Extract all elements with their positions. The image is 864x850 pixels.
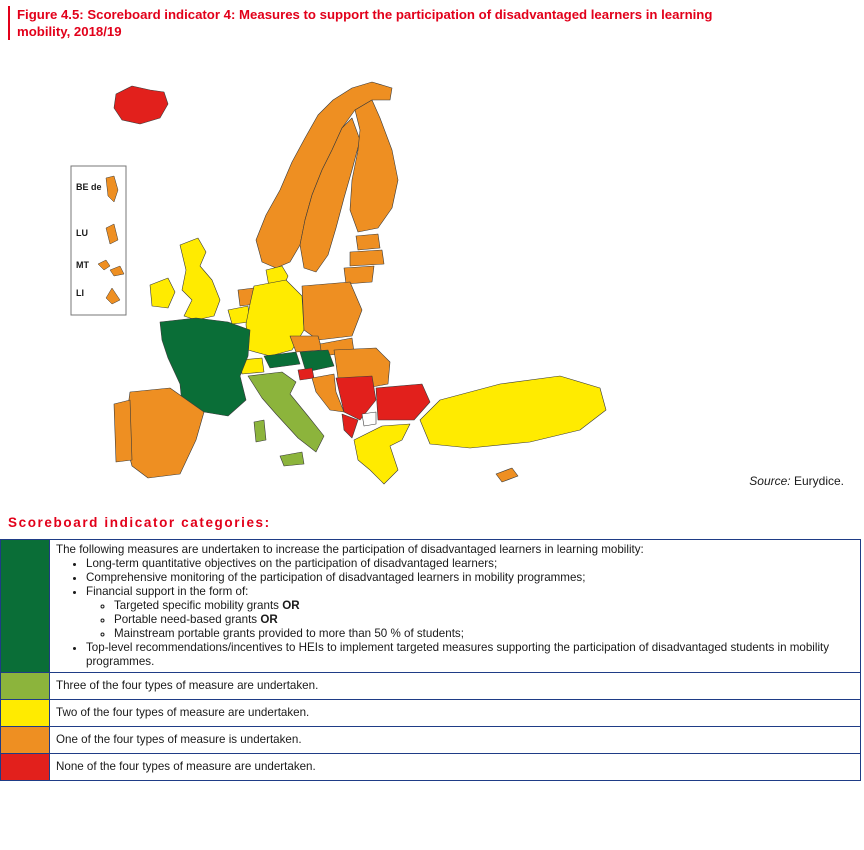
map-region-iceland [114,86,168,124]
map-region-turkey [420,376,606,448]
inset-box [71,166,126,315]
map-region-lithuania [344,266,374,284]
map-region-finland [350,100,398,232]
legend-row-cat3 [1,700,861,727]
legend-swatch-cat4 [1,727,50,754]
map-region-north-macedonia [362,412,376,426]
legend-swatch-cat5 [1,754,50,781]
legend-swatch-cat2 [1,673,50,700]
legend-row-cat5 [1,754,861,781]
legend-cat1-bullet: • Long-term quantitative objectives on the participation of disadvantaged learners; [86,557,852,571]
legend-table [0,539,861,781]
legend-cat1-bullet: • Comprehensive monitoring of the participation of disadvantaged learners in mobility programmes; [86,571,852,585]
map-region-portugal [114,400,132,462]
map-region-bulgaria [376,384,430,420]
map-region-latvia [350,250,384,266]
legend-cat1-subitem-text: Portable need-based grants [114,613,258,626]
legend-swatch-cat1 [1,540,50,673]
legend-cat1-list [56,557,852,669]
inset-label-be-de: BE de [76,182,102,192]
map-region-slovenia [298,368,314,380]
inset-label-li: LI [76,288,84,298]
source-value: Eurydice. [793,474,844,488]
map-region-uk [180,238,220,320]
legend-text-cat3: Two of the four types of measure are undertaken. [50,700,861,727]
legend-cat1-subitem-or: OR [282,599,300,612]
map-region-poland [302,282,362,340]
inset-label-lu: LU [76,228,88,238]
map-region-greece [354,424,410,484]
legend-cat1-subitem [114,599,852,613]
europe-map [0,70,864,500]
map-region-czechia [290,336,322,352]
legend-cat1-bullet: • Top-level recommendations/incentives to HEIs to implement targeted measures supporting the participation of disadvantaged students in mobility programmes. [86,641,852,669]
legend-swatch-cat3 [1,700,50,727]
figure-title-line2: mobility, 2018/19 [17,24,122,39]
legend-cat1-intro: The following measures are undertaken to increase the participation of disadvantaged learners in learning mobility: [56,543,644,556]
legend-text-cat5: None of the four types of measure are undertaken. [50,754,861,781]
legend-row-cat4 [1,727,861,754]
map-region-ireland [150,278,175,308]
legend-row-cat1 [1,540,861,673]
legend-text-cat2: Three of the four types of measure are undertaken. [50,673,861,700]
figure-title-line1: Figure 4.5: Scoreboard indicator 4: Measures to support the participation of disadvantaged learners in learning [17,7,713,22]
legend-text-cat4: One of the four types of measure is undertaken. [50,727,861,754]
legend-text-cat1 [50,540,861,673]
source-note [749,474,844,488]
legend-cat1-subitem-or: OR [260,613,278,626]
legend-cat1-subitem: ◦ Mainstream portable grants provided to more than 50 % of students; [114,627,852,641]
legend-cat1-subitem-text: Targeted specific mobility grants [114,599,279,612]
figure-title [8,6,857,40]
map-region-cyprus [496,468,518,482]
map-region-sardinia [254,420,266,442]
legend-cat1-sublist [86,599,852,641]
map-region-estonia [356,234,380,250]
legend-cat1-bullet [86,585,852,641]
legend-heading: Scoreboard indicator categories: [8,515,271,530]
inset-label-mt: MT [76,260,89,270]
map-region-sicily [280,452,304,466]
legend-cat1-bullet-text: Financial support in the form of: [86,585,249,598]
source-label: Source: [749,474,791,488]
legend-cat1-subitem [114,613,852,627]
legend-row-cat2 [1,673,861,700]
